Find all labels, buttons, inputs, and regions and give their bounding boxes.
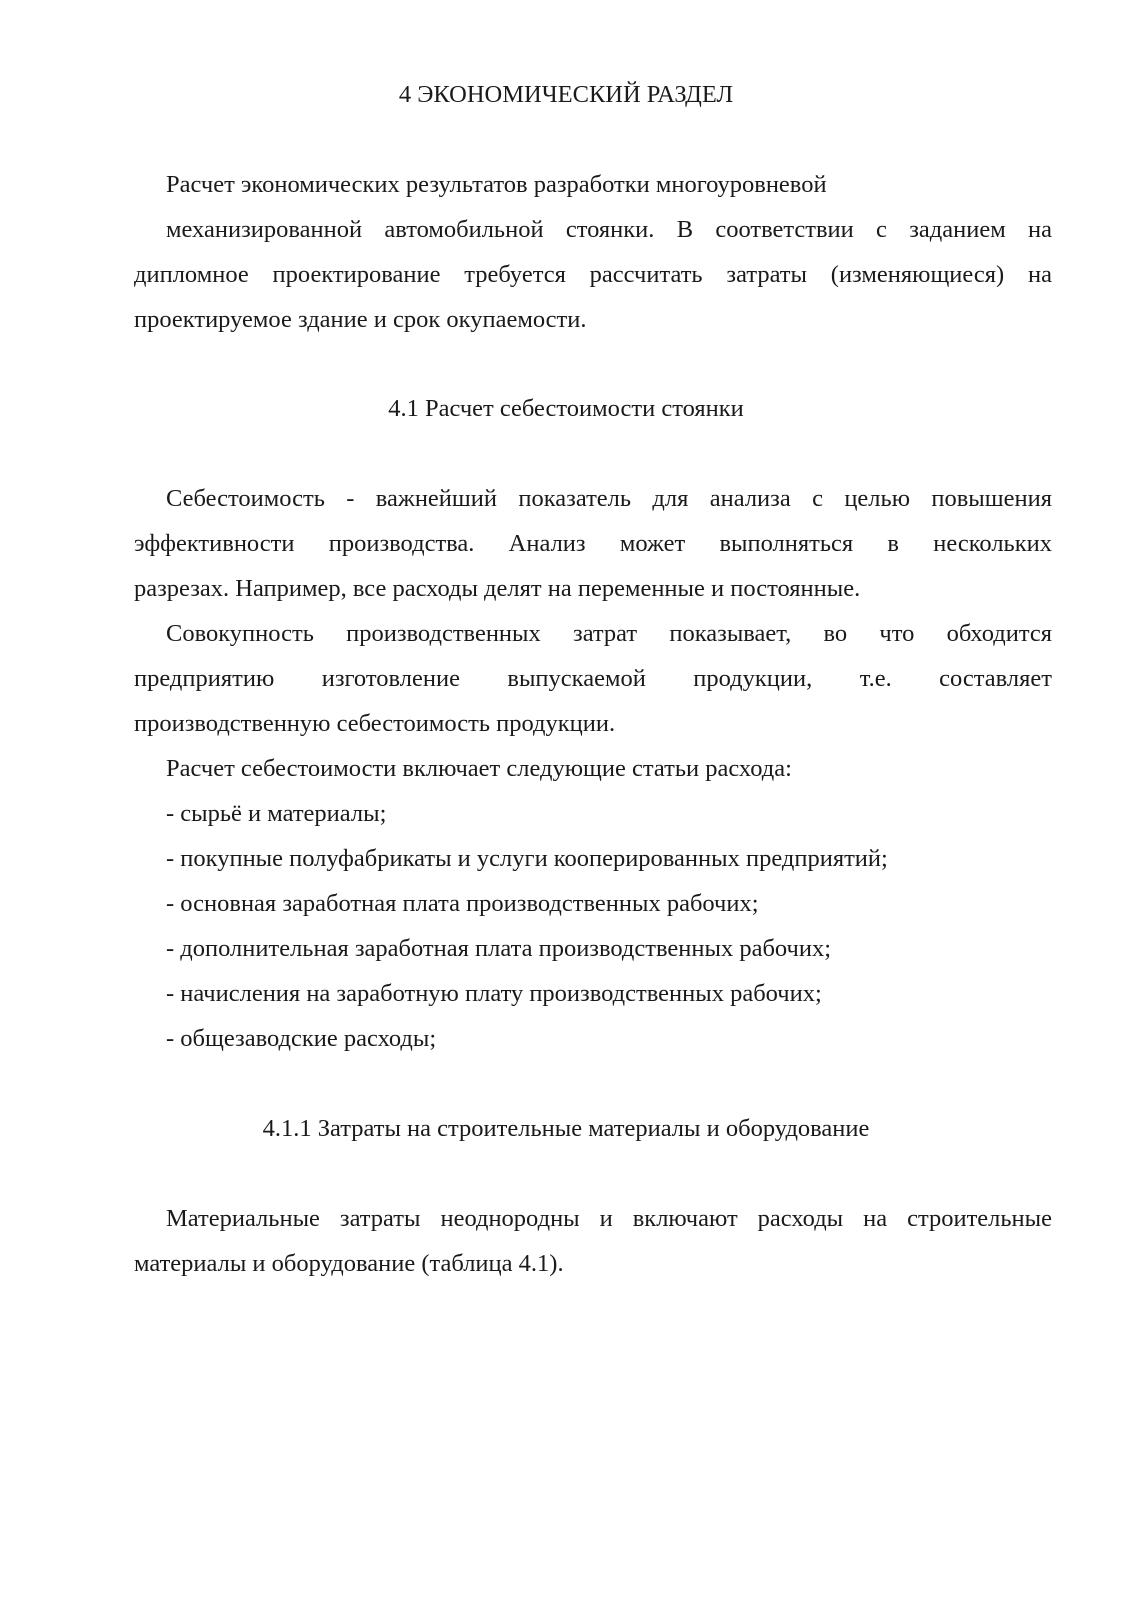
chapter-heading: 4 ЭКОНОМИЧЕСКИЙ РАЗДЕЛ <box>398 81 734 108</box>
section-4-1-para1-line-3: разрезах. Например, все расходы делят на переменные и постоянные. <box>134 575 861 602</box>
intro-line-1: Расчет экономических результатов разработки многоуровневой <box>166 171 827 198</box>
section-4-1-para2-line-1: Совокупность производственных затрат показывает, во что обходится <box>166 620 1052 647</box>
section-4-1-para2-line-3: производственную себестоимость продукции. <box>134 710 616 737</box>
section-4-1-1-title: 4.1.1 Затраты на строительные материалы и оборудование <box>262 1115 870 1142</box>
section-4-1-para2-line-2: предприятию изготовление выпускаемой продукции, т.е. составляет <box>134 665 1052 692</box>
intro-line-3: дипломное проектирование требуется рассчитать затраты (изменяющиеся) на <box>134 261 1052 288</box>
section-4-1-title: 4.1 Расчет себестоимости стоянки <box>388 395 744 422</box>
section-4-1-1-para-line-1: Материальные затраты неоднородны и включают расходы на строительные <box>166 1205 1052 1232</box>
intro-line-4: проектируемое здание и срок окупаемости. <box>134 306 587 333</box>
section-4-1-para1-line-2: эффективности производства. Анализ может выполняться в нескольких <box>134 530 1052 557</box>
list-item: - сырьё и материалы; <box>166 800 387 827</box>
section-4-1-1-para-line-2: материалы и оборудование (таблица 4.1). <box>134 1250 564 1277</box>
list-item: - покупные полуфабрикаты и услуги кооперированных предприятий; <box>166 845 888 872</box>
section-4-1-para1-line-1: Себестоимость - важнейший показатель для анализа с целью повышения <box>166 485 1052 512</box>
cost-list-intro: Расчет себестоимости включает следующие статьи расхода: <box>166 755 792 782</box>
list-item: - основная заработная плата производственных рабочих; <box>166 890 759 917</box>
list-item: - общезаводские расходы; <box>166 1025 437 1052</box>
list-item: - дополнительная заработная плата производственных рабочих; <box>166 935 832 962</box>
intro-line-2: механизированной автомобильной стоянки. В соответствии с заданием на <box>166 216 1052 243</box>
list-item: - начисления на заработную плату производственных рабочих; <box>166 980 822 1007</box>
